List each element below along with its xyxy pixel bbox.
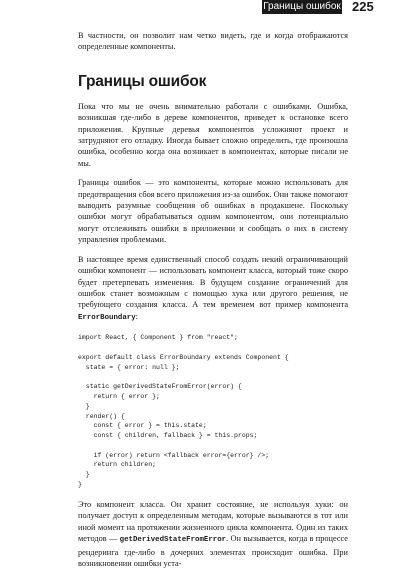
intro-paragraph: В частности, он позволит нам четко видеть, где и когда отображаются определенные компоненты. [78, 31, 348, 52]
paragraph-errors-intro: Пока что мы не очень внимательно работали с ошибками. Ошибка, возникшая где-либо в дереве компонентов, приведет к остановке всего приложения. Крупные деревья компонентов усложняют проект и затрудняют его отладку. Иногда бывает сложно определить, где произошла ошибка, особенно когда она возникает в компонентах, которые писали не мы. [78, 101, 348, 168]
page-header [0, 0, 420, 20]
paragraph-text: В настоящее время единственный способ создать некий ограничивающий ошибки компонент — использовать компонент класса, который тоже скоро будет претерпевать изменения. В будущем создание ограничений для ошибок станет возможным с помощью хука или другого решения, не требующего создания класса. А тем временем вот пример компонента [78, 254, 348, 310]
inline-code: getDerivedStateFromError [119, 536, 227, 545]
section-heading: Границы ошибок [78, 72, 207, 90]
running-header-title: Границы ошибок [263, 1, 341, 12]
inline-code: ErrorBoundary [78, 313, 136, 322]
code-listing: import React, { Component } from "react"; export default class ErrorBoundary extends Component { state = { error: null }; static getDerivedStateFromError(error) { return { error }; } render() { const { error } = this.state; const { children, fallback } = this.props; if (error) return <fallback error={error} />; return children; } } [78, 334, 289, 489]
page-content [78, 30, 348, 569]
paragraph-text: : [135, 311, 138, 321]
paragraph-gap [78, 246, 348, 254]
paragraph-text: Это компонент класса. Он хранит состояние, не используя хуки: он получает доступ к определенным методам, которые вызываются в тот или иной момент на протяжении жизненного цикла компонента. Один из таких методов — [78, 499, 348, 544]
page-number: 225 [352, 0, 374, 14]
paragraph-class-component [78, 254, 348, 324]
paragraph-gap [78, 169, 348, 177]
paragraph-explanation [78, 499, 348, 569]
paragraph-error-boundaries: Границы ошибок — это компоненты, которые можно использовать для предотвращения сбоя всего приложения из-за ошибок. Они также помогают выводить разумные сообщения об ошибках в продакшене. Поскольку ошибки могут обрабатываться одним компонентом, они потенциально могут отслеживать ошибки в приложении и сообщать о них в систему управления проблемами. [78, 178, 348, 245]
paragraph-text: . Он вызывается, когда в процессе рендеринга где-либо в дочерних элементах происходит ошибка. При возникновении ошибки уста- [78, 534, 348, 568]
